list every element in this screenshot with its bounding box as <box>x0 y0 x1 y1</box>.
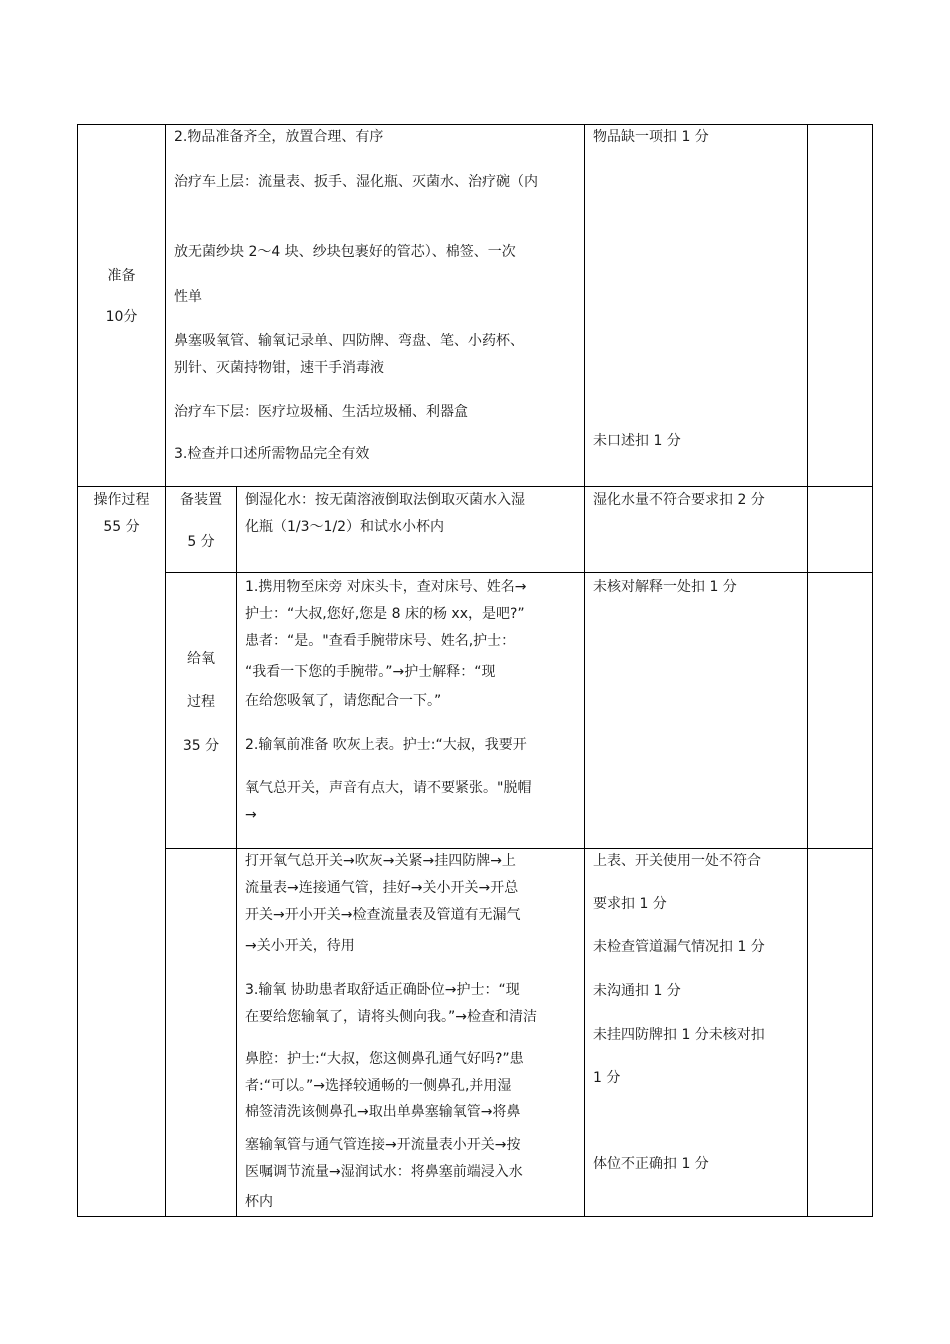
border-row2 <box>165 572 873 573</box>
sub3-line-7: 鼻腔：护士:“大叔，您这侧鼻孔通气好吗?”患 <box>245 1051 524 1067</box>
prep-deduction-1: 物品缺一项扣 1 分 <box>593 129 709 145</box>
border-row3 <box>165 848 873 849</box>
sub2-score: 35 分 <box>182 738 220 754</box>
sub2-line-7: 氧气总开关，声音有点大，请不要紧张。"脱帽 <box>245 780 532 796</box>
sub2-line-8: → <box>245 807 257 823</box>
prep-category: 准备 <box>107 268 136 284</box>
sub2-line-6: 2.输氧前准备 吹灰上表。护士:“大叔，我要开 <box>245 737 527 753</box>
sub2-line-1: 1.携用物至床旁 对床头卡，查对床号、姓名→ <box>245 579 527 595</box>
sub3-line-8: 者:“可以。”→选择较通畅的一侧鼻孔,并用湿 <box>245 1078 512 1094</box>
prep-line-8: 3.检查并口述所需物品完全有效 <box>174 446 370 462</box>
sub3-deduction-7: 体位不正确扣 1 分 <box>593 1156 709 1172</box>
sub3-deduction-2: 要求扣 1 分 <box>593 896 667 912</box>
sub3-deduction-6: 1 分 <box>593 1070 621 1086</box>
border-col4 <box>807 124 808 1217</box>
sub2-deduction-1: 未核对解释一处扣 1 分 <box>593 579 737 595</box>
border-col1 <box>165 124 166 1217</box>
border-col3 <box>584 124 585 1217</box>
sub2-name-line-1: 给氧 <box>187 651 215 667</box>
sub3-line-3: 开关→开小开关→检查流量表及管道有无漏气 <box>245 907 521 923</box>
sub3-deduction-5: 未挂四防牌扣 1 分未核对扣 <box>593 1027 765 1043</box>
operation-category: 操作过程 <box>93 492 150 508</box>
prep-line-6: 别针、灭菌持物钳，速干手消毒液 <box>174 360 384 376</box>
prep-line-7: 治疗车下层：医疗垃圾桶、生活垃圾桶、利器盒 <box>174 404 468 420</box>
border-left <box>77 124 78 1217</box>
prep-category-score: 10分 <box>105 309 138 325</box>
sub1-line-2: 化瓶（1/3～1/2）和试水小杯内 <box>245 519 445 535</box>
sub3-line-1: 打开氧气总开关→吹灰→关紧→挂四防牌→上 <box>245 853 516 869</box>
operation-category-score: 55 分 <box>103 519 140 535</box>
sub3-line-5: 3.输氧 协助患者取舒适正确卧位→护士：“现 <box>245 982 520 998</box>
sub1-line-1: 倒湿化水：按无菌溶液倒取法倒取灭菌水入湿 <box>245 492 525 508</box>
sub2-line-2: 护士：“大叔,您好,您是 8 床的杨 xx，是吧?” <box>245 606 525 622</box>
sub3-line-12: 杯内 <box>245 1194 273 1210</box>
prep-deduction-2: 未口述扣 1 分 <box>593 433 681 449</box>
prep-line-4: 性单 <box>174 289 202 305</box>
sub3-line-9: 棉签清洗该侧鼻孔→取出单鼻塞输氧管→将鼻 <box>245 1104 521 1120</box>
sub3-deduction-1: 上表、开关使用一处不符合 <box>593 853 761 869</box>
sub3-deduction-3: 未检查管道漏气情况扣 1 分 <box>593 939 765 955</box>
sub3-line-11: 医嘱调节流量→湿润试水：将鼻塞前端浸入水 <box>245 1164 523 1180</box>
sub1-score: 5 分 <box>187 534 215 550</box>
border-bottom <box>77 1216 873 1217</box>
sub2-name-line-2: 过程 <box>187 694 215 710</box>
sub2-line-5: 在给您吸氧了，请您配合一下。” <box>245 693 442 709</box>
sub3-line-2: 流量表→连接通气管，挂好→关小开关→开总 <box>245 880 519 896</box>
sub3-deduction-4: 未沟通扣 1 分 <box>593 983 681 999</box>
prep-line-1: 2.物品准备齐全，放置合理、有序 <box>174 129 384 145</box>
sub2-line-3: 患者：“是。"查看手腕带床号、姓名,护士： <box>245 633 516 649</box>
sub2-line-4: “我看一下您的手腕带。”→护士解释：“现 <box>245 664 496 680</box>
prep-line-2: 治疗车上层：流量表、扳手、湿化瓶、灭菌水、治疗碗（内 <box>174 174 538 190</box>
sub3-line-10: 塞输氧管与通气管连接→开流量表小开关→按 <box>245 1137 521 1153</box>
border-top <box>77 124 873 125</box>
sub1-deduction-1: 湿化水量不符合要求扣 2 分 <box>593 492 765 508</box>
border-right <box>872 124 873 1217</box>
sub3-line-6: 在要给您输氧了，请将头侧向我。”→检查和清洁 <box>245 1009 537 1025</box>
border-col2 <box>236 486 237 1217</box>
sub3-line-4: →关小开关，待用 <box>245 938 355 954</box>
sub1-name: 备装置 <box>180 492 222 508</box>
border-row1 <box>77 486 873 487</box>
prep-line-5: 鼻塞吸氧管、输氧记录单、四防牌、弯盘、笔、小药杯、 <box>174 333 524 349</box>
prep-line-3: 放无菌纱块 2～4 块、纱块包裹好的管芯）、棉签、一次 <box>174 244 516 260</box>
